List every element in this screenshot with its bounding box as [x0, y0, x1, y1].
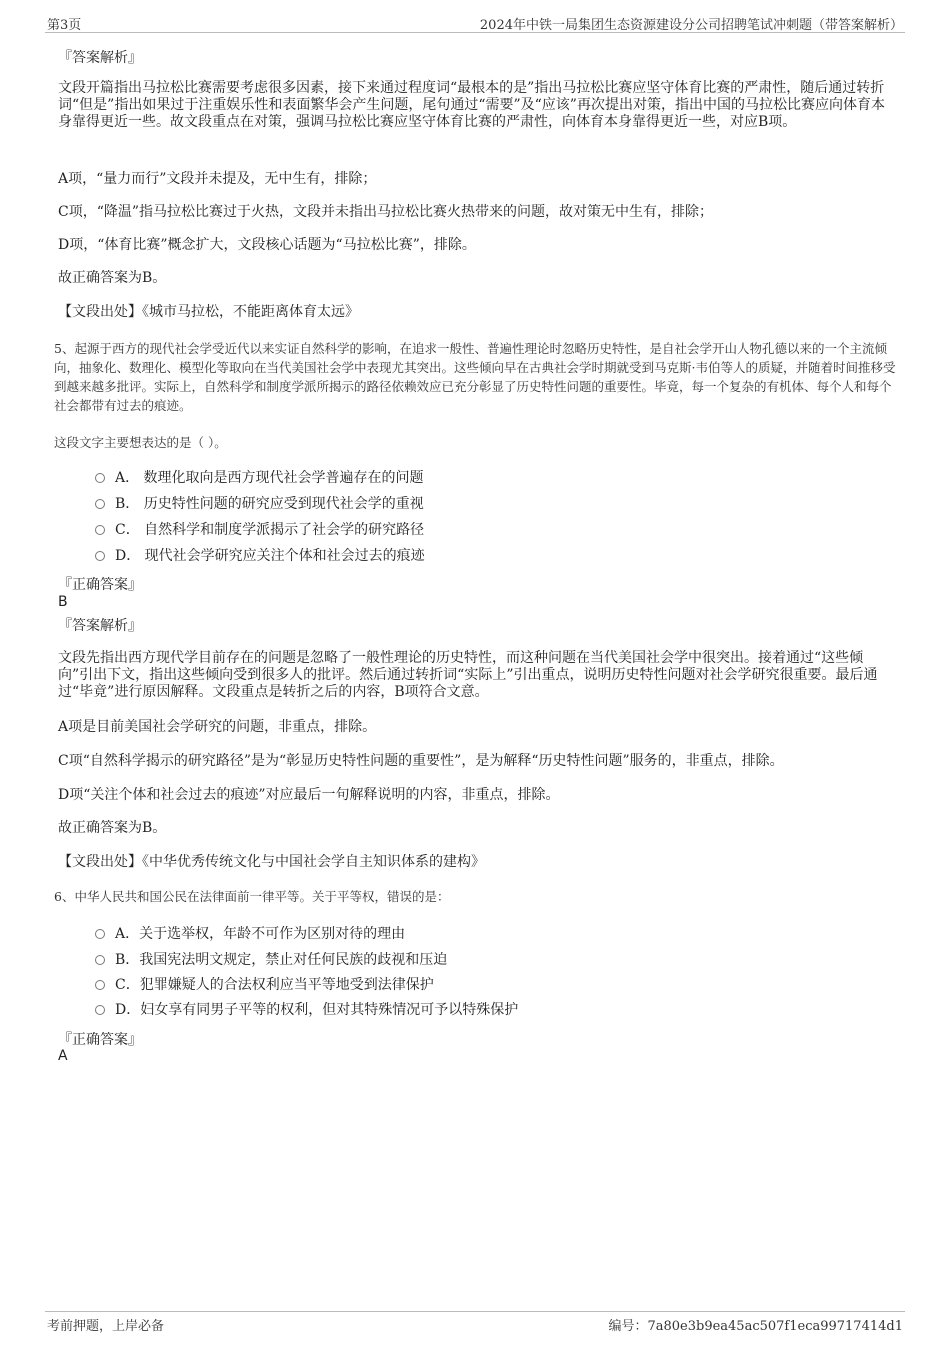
q6-answer-label: 『正确答案』	[58, 1032, 142, 1048]
q5-analysis-c: C项“自然科学揭示的研究路径”是为“彰显历史特性问题的重要性”，是为解释“历史特性问题”服务的，非重点，排除。	[58, 753, 784, 769]
q4-analysis-paragraph: 文段开篇指出马拉松比赛需要考虑很多因素，接下来通过程度词“最根本的是”指出马拉松比赛应坚守体育比赛的严肃性，随后通过转折词“但是”指出如果过于注重娱乐性和表面繁华会产生问题，尾句通过“需要”及“应该”再次提出对策，指出中国的马拉松比赛应向体育本身靠得更近一些。故文段重点在对策，强调马拉松比赛应坚守体育比赛的严肃性，向体育本身靠得更近一些，对应B项。	[58, 80, 885, 130]
q5-prompt: 这段文字主要想表达的是（ ）。	[54, 435, 227, 450]
q5-conclusion: 故正确答案为B。	[58, 820, 167, 836]
document-id: 编号：7a80e3b9ea45ac507f1eca99717414d1	[608, 1319, 903, 1334]
q4-analysis-c: C项，“降温”指马拉松比赛过于火热，文段并未指出马拉松比赛火热带来的问题，故对策无中生有，排除；	[58, 204, 714, 220]
option-label: B． 历史特性问题的研究应受到现代社会学的重视	[115, 496, 424, 512]
q6-option-d[interactable]	[95, 1001, 518, 1019]
q5-option-a[interactable]	[95, 469, 424, 487]
option-label: C． 自然科学和制度学派揭示了社会学的研究路径	[115, 522, 425, 538]
q6-option-b[interactable]	[95, 951, 447, 969]
option-label: C．犯罪嫌疑人的合法权利应当平等地受到法律保护	[115, 977, 434, 993]
q5-analysis-label: 『答案解析』	[58, 618, 142, 634]
page-header	[45, 12, 905, 33]
radio-icon[interactable]	[95, 551, 105, 561]
q5-option-d[interactable]	[95, 547, 425, 565]
radio-icon[interactable]	[95, 1005, 105, 1015]
document-title: 2024年中铁一局集团生态资源建设分公司招聘笔试冲刺题（带答案解析）	[479, 18, 903, 33]
q6-stem: 6、中华人民共和国公民在法律面前一律平等。关于平等权，错误的是：	[54, 889, 450, 904]
q4-analysis-label: 『答案解析』	[58, 50, 142, 66]
option-label: B．我国宪法明文规定，禁止对任何民族的歧视和压迫	[115, 952, 448, 968]
q5-source: 【文段出处】《中华优秀传统文化与中国社会学自主知识体系的建构》	[58, 854, 485, 870]
radio-icon[interactable]	[95, 955, 105, 965]
q6-option-a[interactable]	[95, 925, 405, 943]
q4-analysis-a: A项，“量力而行”文段并未提及，无中生有，排除；	[58, 171, 377, 187]
q6-answer: A	[58, 1048, 68, 1064]
q5-stem: 5、起源于西方的现代社会学受近代以来实证自然科学的影响，在追求一般性、普遍性理论时忽略历史特性，是自社会学开山人物孔德以来的一个主流倾向，抽象化、数理化、模型化等取向在当代美国社会学中表现尤其突出。这些倾向早在古典社会学时期就受到马克斯·韦伯等人的质疑，并随着时间推移受到越来越多批评。实际上，自然科学和制度学派所揭示的路径依赖效应已充分彰显了历史特性问题的重要性。毕竟，每一个复杂的有机体、每个人和每个社会都带有过去的痕迹。	[54, 341, 896, 413]
footer-slogan: 考前押题，上岸必备	[47, 1319, 165, 1334]
q4-source: 【文段出处】《城市马拉松，不能距离体育太远》	[58, 304, 359, 320]
q5-option-c[interactable]	[95, 521, 424, 539]
q5-analysis-d: D项“关注个体和社会过去的痕迹”对应最后一句解释说明的内容，非重点，排除。	[58, 787, 560, 803]
option-label: A．关于选举权，年龄不可作为区别对待的理由	[115, 926, 406, 942]
radio-icon[interactable]	[95, 499, 105, 509]
q6-option-c[interactable]	[95, 976, 434, 994]
page-number: 第3页	[47, 18, 82, 33]
option-label: D．妇女享有同男子平等的权利，但对其特殊情况可予以特殊保护	[115, 1002, 519, 1018]
q5-answer-label: 『正确答案』	[58, 577, 142, 593]
radio-icon[interactable]	[95, 929, 105, 939]
radio-icon[interactable]	[95, 473, 105, 483]
q4-analysis-d: D项，“体育比赛”概念扩大，文段核心话题为“马拉松比赛”，排除。	[58, 237, 476, 253]
q5-analysis-a: A项是目前美国社会学研究的问题，非重点，排除。	[58, 719, 377, 735]
q4-conclusion: 故正确答案为B。	[58, 270, 167, 286]
q5-answer: B	[58, 594, 68, 610]
radio-icon[interactable]	[95, 525, 105, 535]
option-label: D． 现代社会学研究应关注个体和社会过去的痕迹	[115, 548, 425, 564]
q5-option-b[interactable]	[95, 495, 424, 513]
option-label: A． 数理化取向是西方现代社会学普遍存在的问题	[115, 470, 424, 486]
q5-analysis-paragraph: 文段先指出西方现代学目前存在的问题是忽略了一般性理论的历史特性，而这种问题在当代美国社会学中很突出。接着通过“这些倾向”引出下文，指出这些倾向受到很多人的批评。然后通过转折词“实际上”引出重点，说明历史特性问题对社会学研究很重要。最后通过“毕竟”进行原因解释。文段重点是转折之后的内容，B项符合文意。	[58, 650, 878, 700]
radio-icon[interactable]	[95, 980, 105, 990]
page-footer	[45, 1311, 905, 1332]
